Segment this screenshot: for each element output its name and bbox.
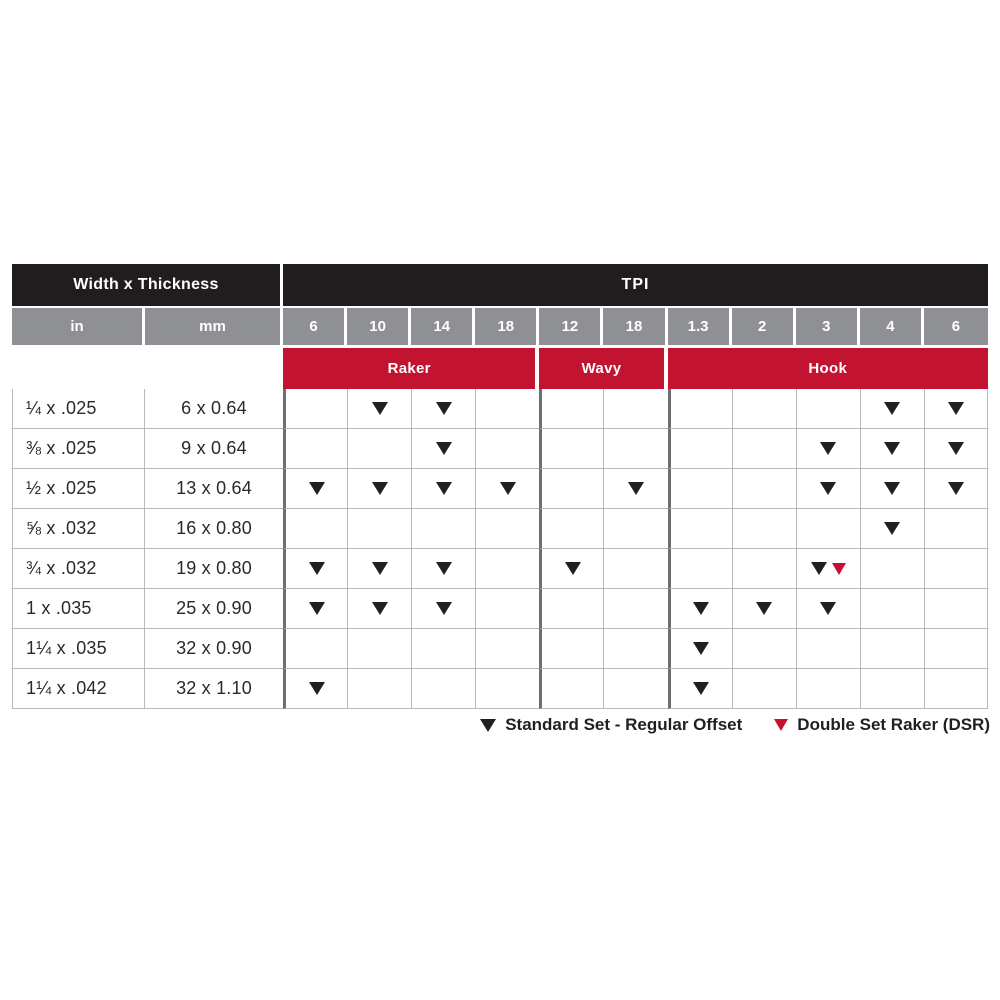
spec-mm-cell: 19 x 0.80 [145,549,283,589]
tpi-mark-cell [347,509,411,549]
tpi-mark-cell [796,589,860,629]
tpi-mark-cell [603,429,667,469]
tpi-mark-cell [411,549,475,589]
tpi-mark-cell [411,629,475,669]
tpi-mark-cell [475,389,539,429]
tpi-mark-cell [411,389,475,429]
tpi-mark-cell [411,469,475,509]
tpi-mark-cell [603,589,667,629]
tpi-mark-cell [283,549,347,589]
group-header-raker: Raker [283,348,539,389]
tpi-col-header: 2 [732,308,796,348]
tpi-mark-cell [732,509,796,549]
tpi-mark-cell [347,469,411,509]
spec-in-cell: ⅜ x .025 [12,429,145,469]
tpi-mark-cell [475,669,539,709]
legend-standard-set [480,715,742,735]
width-thickness-header: Width x Thickness [12,264,283,308]
tpi-header: TPI [283,264,988,308]
tpi-col-header: 12 [539,308,603,348]
tpi-mark-cell [475,509,539,549]
tpi-mark-cell [347,389,411,429]
tpi-mark-cell [411,509,475,549]
tpi-mark-cell [860,669,924,709]
tpi-mark-cell [347,669,411,709]
tpi-mark-cell [347,549,411,589]
mm-column-header: mm [145,308,283,348]
spec-in-cell: ¾ x .032 [12,549,145,589]
spec-in-cell: ¼ x .025 [12,389,145,429]
tpi-mark-cell [732,669,796,709]
spec-mm-cell: 25 x 0.90 [145,589,283,629]
standard-set-triangle-icon [436,442,452,455]
tpi-mark-cell [924,589,988,629]
tpi-mark-cell [539,509,603,549]
tpi-mark-cell [347,629,411,669]
tpi-mark-cell [603,629,667,669]
spec-in-cell: ½ x .025 [12,469,145,509]
tpi-mark-cell [668,469,732,509]
blank-cell [12,348,283,389]
tpi-mark-cell [860,429,924,469]
standard-set-triangle-icon [565,562,581,575]
standard-set-triangle-icon [884,482,900,495]
tpi-mark-cell [411,589,475,629]
tpi-mark-cell [796,429,860,469]
standard-set-triangle-icon [884,522,900,535]
tpi-mark-cell [411,669,475,709]
standard-set-triangle-icon [811,562,827,575]
standard-set-triangle-icon [820,442,836,455]
spec-in-cell: 1¼ x .042 [12,669,145,709]
tpi-col-header: 6 [283,308,347,348]
standard-set-triangle-icon [948,442,964,455]
tpi-mark-cell [539,429,603,469]
spec-in-cell: ⅝ x .032 [12,509,145,549]
spec-mm-cell: 13 x 0.64 [145,469,283,509]
group-header-wavy: Wavy [539,348,667,389]
standard-set-triangle-icon [309,562,325,575]
tpi-mark-cell [283,589,347,629]
tpi-mark-cell [860,549,924,589]
tpi-mark-cell [924,469,988,509]
standard-set-triangle-icon [436,402,452,415]
tpi-mark-cell [475,549,539,589]
tpi-mark-cell [668,389,732,429]
standard-set-triangle-icon [628,482,644,495]
tpi-mark-cell [283,469,347,509]
group-header-hook: Hook [668,348,988,389]
tpi-mark-cell [603,469,667,509]
standard-set-triangle-icon [372,482,388,495]
tpi-mark-cell [668,429,732,469]
tpi-mark-cell [924,429,988,469]
standard-set-triangle-icon [884,402,900,415]
tpi-mark-cell [860,469,924,509]
standard-set-triangle-icon [820,482,836,495]
tpi-col-header: 3 [796,308,860,348]
tpi-mark-cell [732,589,796,629]
tpi-mark-cell [283,429,347,469]
standard-set-triangle-icon [820,602,836,615]
tpi-col-header: 1.3 [668,308,732,348]
tpi-mark-cell [732,549,796,589]
in-column-header: in [12,308,145,348]
standard-set-triangle-icon [948,402,964,415]
tpi-mark-cell [539,389,603,429]
tpi-mark-cell [668,509,732,549]
dsr-triangle-icon [774,719,788,731]
standard-set-triangle-icon [436,602,452,615]
standard-set-triangle-icon [500,482,516,495]
standard-set-triangle-icon [436,482,452,495]
tpi-mark-cell [924,389,988,429]
spec-in-cell: 1¼ x .035 [12,629,145,669]
tpi-mark-cell [668,629,732,669]
tpi-mark-cell [796,629,860,669]
standard-set-triangle-icon [372,562,388,575]
tpi-mark-cell [860,509,924,549]
tpi-mark-cell [283,629,347,669]
tpi-col-header: 18 [475,308,539,348]
standard-set-triangle-icon [884,442,900,455]
tpi-mark-cell [539,549,603,589]
tpi-mark-cell [732,629,796,669]
spec-in-cell: 1 x .035 [12,589,145,629]
tpi-mark-cell [668,589,732,629]
tpi-mark-cell [539,629,603,669]
standard-set-triangle-icon [693,602,709,615]
standard-set-triangle-icon [309,682,325,695]
spec-table [12,264,988,709]
tpi-mark-cell [475,629,539,669]
tpi-col-header: 4 [860,308,924,348]
tpi-mark-cell [924,509,988,549]
tpi-mark-cell [539,589,603,629]
tpi-mark-cell [283,669,347,709]
standard-set-triangle-icon [436,562,452,575]
standard-set-triangle-icon [693,682,709,695]
tpi-mark-cell [347,429,411,469]
tpi-mark-cell [924,629,988,669]
tpi-mark-cell [796,389,860,429]
legend [480,715,990,735]
tpi-mark-cell [475,589,539,629]
spec-mm-cell: 6 x 0.64 [145,389,283,429]
legend-dsr [774,715,990,735]
standard-set-triangle-icon [756,602,772,615]
spec-mm-cell: 32 x 1.10 [145,669,283,709]
dsr-triangle-icon [832,563,846,575]
tpi-mark-cell [860,629,924,669]
spec-mm-cell: 16 x 0.80 [145,509,283,549]
tpi-mark-cell [796,549,860,589]
standard-set-triangle-icon [480,719,496,732]
tpi-col-header: 18 [603,308,667,348]
legend-dsr-label: Double Set Raker (DSR) [797,715,990,734]
tpi-mark-cell [924,549,988,589]
standard-set-triangle-icon [372,602,388,615]
tpi-mark-cell [668,549,732,589]
tpi-mark-cell [603,389,667,429]
standard-set-triangle-icon [372,402,388,415]
tpi-mark-cell [539,469,603,509]
tpi-mark-cell [603,549,667,589]
tpi-mark-cell [475,469,539,509]
tpi-mark-cell [411,429,475,469]
tpi-mark-cell [924,669,988,709]
tpi-mark-cell [860,589,924,629]
tpi-col-header: 10 [347,308,411,348]
tpi-mark-cell [732,389,796,429]
tpi-mark-cell [732,429,796,469]
legend-standard-set-label: Standard Set - Regular Offset [505,715,743,734]
tpi-col-header: 6 [924,308,988,348]
standard-set-triangle-icon [948,482,964,495]
spec-mm-cell: 32 x 0.90 [145,629,283,669]
standard-set-triangle-icon [309,602,325,615]
tpi-mark-cell [283,509,347,549]
standard-set-triangle-icon [693,642,709,655]
tpi-mark-cell [603,669,667,709]
tpi-mark-cell [860,389,924,429]
tpi-mark-cell [796,469,860,509]
tpi-mark-cell [283,389,347,429]
tpi-mark-cell [539,669,603,709]
standard-set-triangle-icon [309,482,325,495]
tpi-mark-cell [732,469,796,509]
spec-mm-cell: 9 x 0.64 [145,429,283,469]
tpi-col-header: 14 [411,308,475,348]
tpi-mark-cell [796,509,860,549]
tpi-mark-cell [796,669,860,709]
tpi-mark-cell [475,429,539,469]
tpi-mark-cell [603,509,667,549]
tpi-mark-cell [347,589,411,629]
tpi-mark-cell [668,669,732,709]
